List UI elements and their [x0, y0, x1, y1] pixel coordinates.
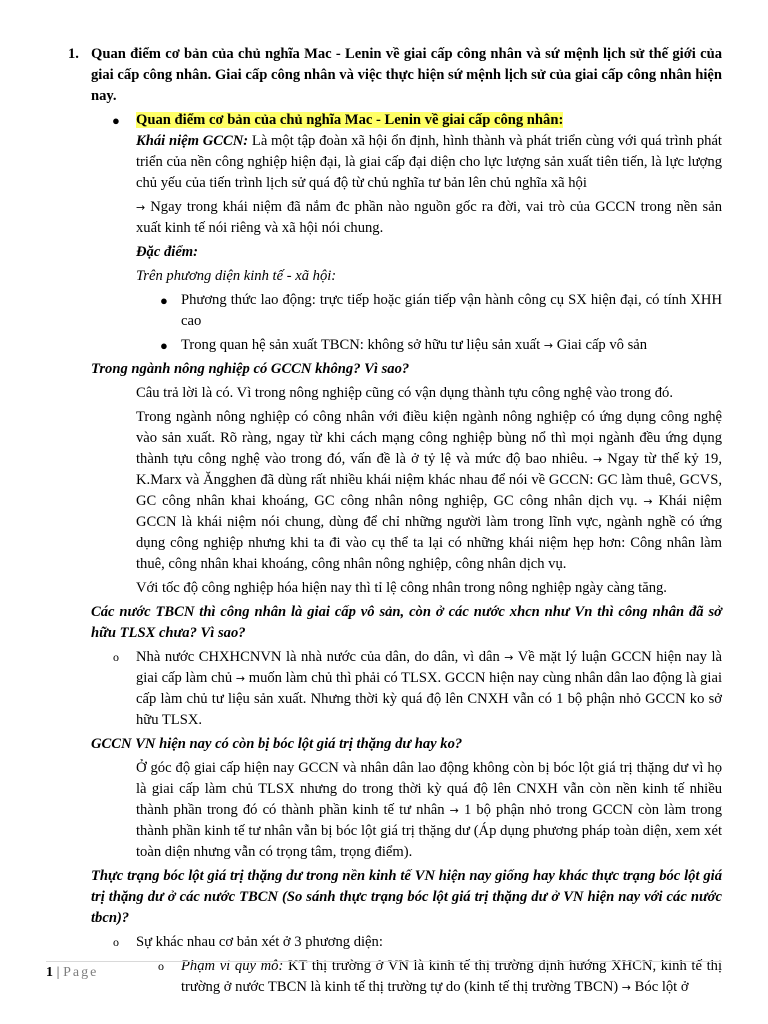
arrow-right-icon: →	[449, 804, 459, 817]
answer-paragraph: Câu trả lời là có. Vì trong nông nghiệp cũng có vận dụng thành tựu công nghệ vào trong đó.	[136, 385, 673, 401]
definition-paragraph	[60, 131, 722, 194]
numbered-heading	[60, 44, 722, 107]
question-heading: Trong ngành nông nghiệp có GCCN không? Vì sao?	[91, 361, 410, 377]
footer-separator: |	[56, 965, 60, 980]
characteristics-label: Đặc điểm:	[136, 244, 199, 260]
bullet-dot-icon: ●	[160, 293, 168, 308]
arrow-right-icon: →	[621, 981, 632, 994]
arrow-right-icon: →	[136, 201, 146, 214]
circle-bullet-icon: o	[113, 650, 119, 664]
heading-text: Quan điểm cơ bản của chủ nghĩa Mac - Lenin về giai cấp công nhân và sứ mệnh lịch sử thế giới của giai cấp công nhân. Giai cấp công nhân và việc thực hiện sứ mệnh lịch sử của giai cấp công nhân hiện nay.	[91, 46, 722, 104]
heading-number: 1.	[68, 46, 79, 62]
arrow-right-icon: →	[543, 339, 554, 352]
bullet-dot-icon: ●	[160, 338, 168, 353]
page-footer	[46, 961, 722, 982]
list-item: o Nhà nước CHXHCNVN là nhà nước của dân, do dân, vì dân → Về mặt lý luận GCCN hiện nay là giai cấp làm chủ → muốn làm chủ thì phải có TLSX. GCCN hiện nay cùng nhân dân lao động là giai cấp làm chủ tư liệu sản xuất. Nhưng thời kỳ quá độ lên CNXH vẫn có 1 bộ phận nhỏ GCCN ko sở hữu TLSX.	[113, 649, 722, 728]
arrow-right-icon: →	[235, 672, 246, 685]
answer-paragraph: Trong ngành nông nghiệp có công nhân với điều kiện ngành nông nghiệp có ứng dụng công nghệ vào sản xuất. Rõ ràng, ngay từ khi cách mạng công nghiệp bùng nổ thì mọi ngành đều ứng dụng thành tựu công nghệ vào trong đó, vấn đề là ở tỷ lệ và mức độ bao nhiêu. → Ngay từ thế kỷ 19, K.Marx và Ăngghen đã dùng rất nhiều khái niệm khác nhau để nói về GCCN: GC làm thuê, GCVS, GC công nhân khai khoáng, GC công nhân nông nghiệp, GC công nhân dịch vụ. → Khái niệm GCCN là khái niệm nói chung, dùng để chỉ những người làm trong lĩnh vực, ngành nghề có ứng dụng công nghiệp nhưng khi ta đi vào cụ thể ta lại có những khái niệm hẹp hơn: Công nhân làm thuê, công nhân khai khoáng, công nhân nông nghiệp, công nhân dịch vụ.	[136, 409, 722, 572]
highlighted-section-heading: Quan điểm cơ bản của chủ nghĩa Mac - Lenin về giai cấp công nhân:	[136, 112, 564, 128]
circle-bullet-icon: o	[113, 935, 119, 949]
list-item: ● Trong quan hệ sản xuất TBCN: không sở hữu tư liệu sản xuất → Giai cấp vô sản	[60, 335, 722, 356]
list-item: ● Phương thức lao động: trực tiếp hoặc gián tiếp vận hành công cụ SX hiện đại, có tính XHH cao	[160, 292, 722, 329]
section-heading-item	[60, 110, 722, 131]
document-body	[60, 44, 722, 998]
list-item: o Phạm vi quy mô: KT thị trường ở VN là kinh tế thị trường định hướng XHCN, kinh tế thị trường ở nước TBCN là kinh tế thị trường tự do (kinh tế thị trường TBCN) → Bóc lột ở	[158, 958, 722, 995]
bullet-dot-icon: ●	[112, 113, 120, 128]
definition-text: Là một tập đoàn xã hội ổn định, hình thành và phát triển cùng với quá trình phát triển của nền công nghiệp hiện đại, là giai cấp đại diện cho lực lượng sản xuất tiên tiến, là lực lượng chủ yếu của tiến trình lịch sử quá độ từ chủ nghĩa tư bản lên chủ nghĩa xã hội	[136, 133, 722, 191]
question-heading: Thực trạng bóc lột giá trị thặng dư trong nền kinh tế VN hiện nay giống hay khác thực trạng bóc lột giá trị thặng dư ở các nước TBCN (So sánh thực trạng bóc lột giá trị thặng dư ở VN hiện nay với các nước tbcn)?	[91, 868, 722, 926]
arrow-right-icon: →	[643, 495, 653, 508]
list-item: o Sự khác nhau cơ bản xét ở 3 phương diện:	[60, 932, 722, 953]
economic-aspect-label: Trên phương diện kinh tế - xã hội:	[136, 268, 337, 284]
arrow-right-icon: →	[504, 651, 514, 664]
question-heading: Các nước TBCN thì công nhân là giai cấp vô sản, còn ở các nước xhcn như Vn thì công nhân đã sở hữu TLSX chưa? Vì sao?	[91, 604, 722, 641]
consequence-text: Ngay trong khái niệm đã nắm đc phần nào nguồn gốc ra đời, vai trò của GCCN trong nền sản xuất kinh tế nói riêng và xã hội nói chung.	[136, 199, 722, 236]
answer-paragraph: Ở góc độ giai cấp hiện nay GCCN và nhân dân lao động không còn bị bóc lột giá trị thặng dư vì họ là giai cấp làm chủ TLSX nhưng do trong thời kỳ quá độ lên CNXH vẫn còn nền kinh tế nhiều thành phần trong đó có thành phần kinh tế tư nhân → 1 bộ phận nhỏ trong GCCN còn làm trong thành phần kinh tế tư nhân vẫn bị bóc lột giá trị thặng dư (Áp dụng phương pháp toàn diện, xem xét toàn diện nhưng vẫn có trọng tâm, trọng điểm).	[136, 760, 722, 860]
page-number: 1	[46, 965, 53, 980]
circle-bullet-icon: o	[158, 959, 164, 973]
arrow-right-icon: →	[592, 453, 603, 466]
definition-label: Khái niệm GCCN:	[136, 133, 249, 149]
page-label: Page	[63, 965, 99, 980]
question-heading: GCCN VN hiện nay có còn bị bóc lột giá trị thặng dư hay ko?	[91, 736, 463, 752]
answer-paragraph: Với tốc độ công nghiệp hóa hiện nay thì tỉ lệ công nhân trong nông nghiệp ngày càng tăng.	[136, 580, 667, 596]
definition-consequence	[60, 197, 722, 239]
